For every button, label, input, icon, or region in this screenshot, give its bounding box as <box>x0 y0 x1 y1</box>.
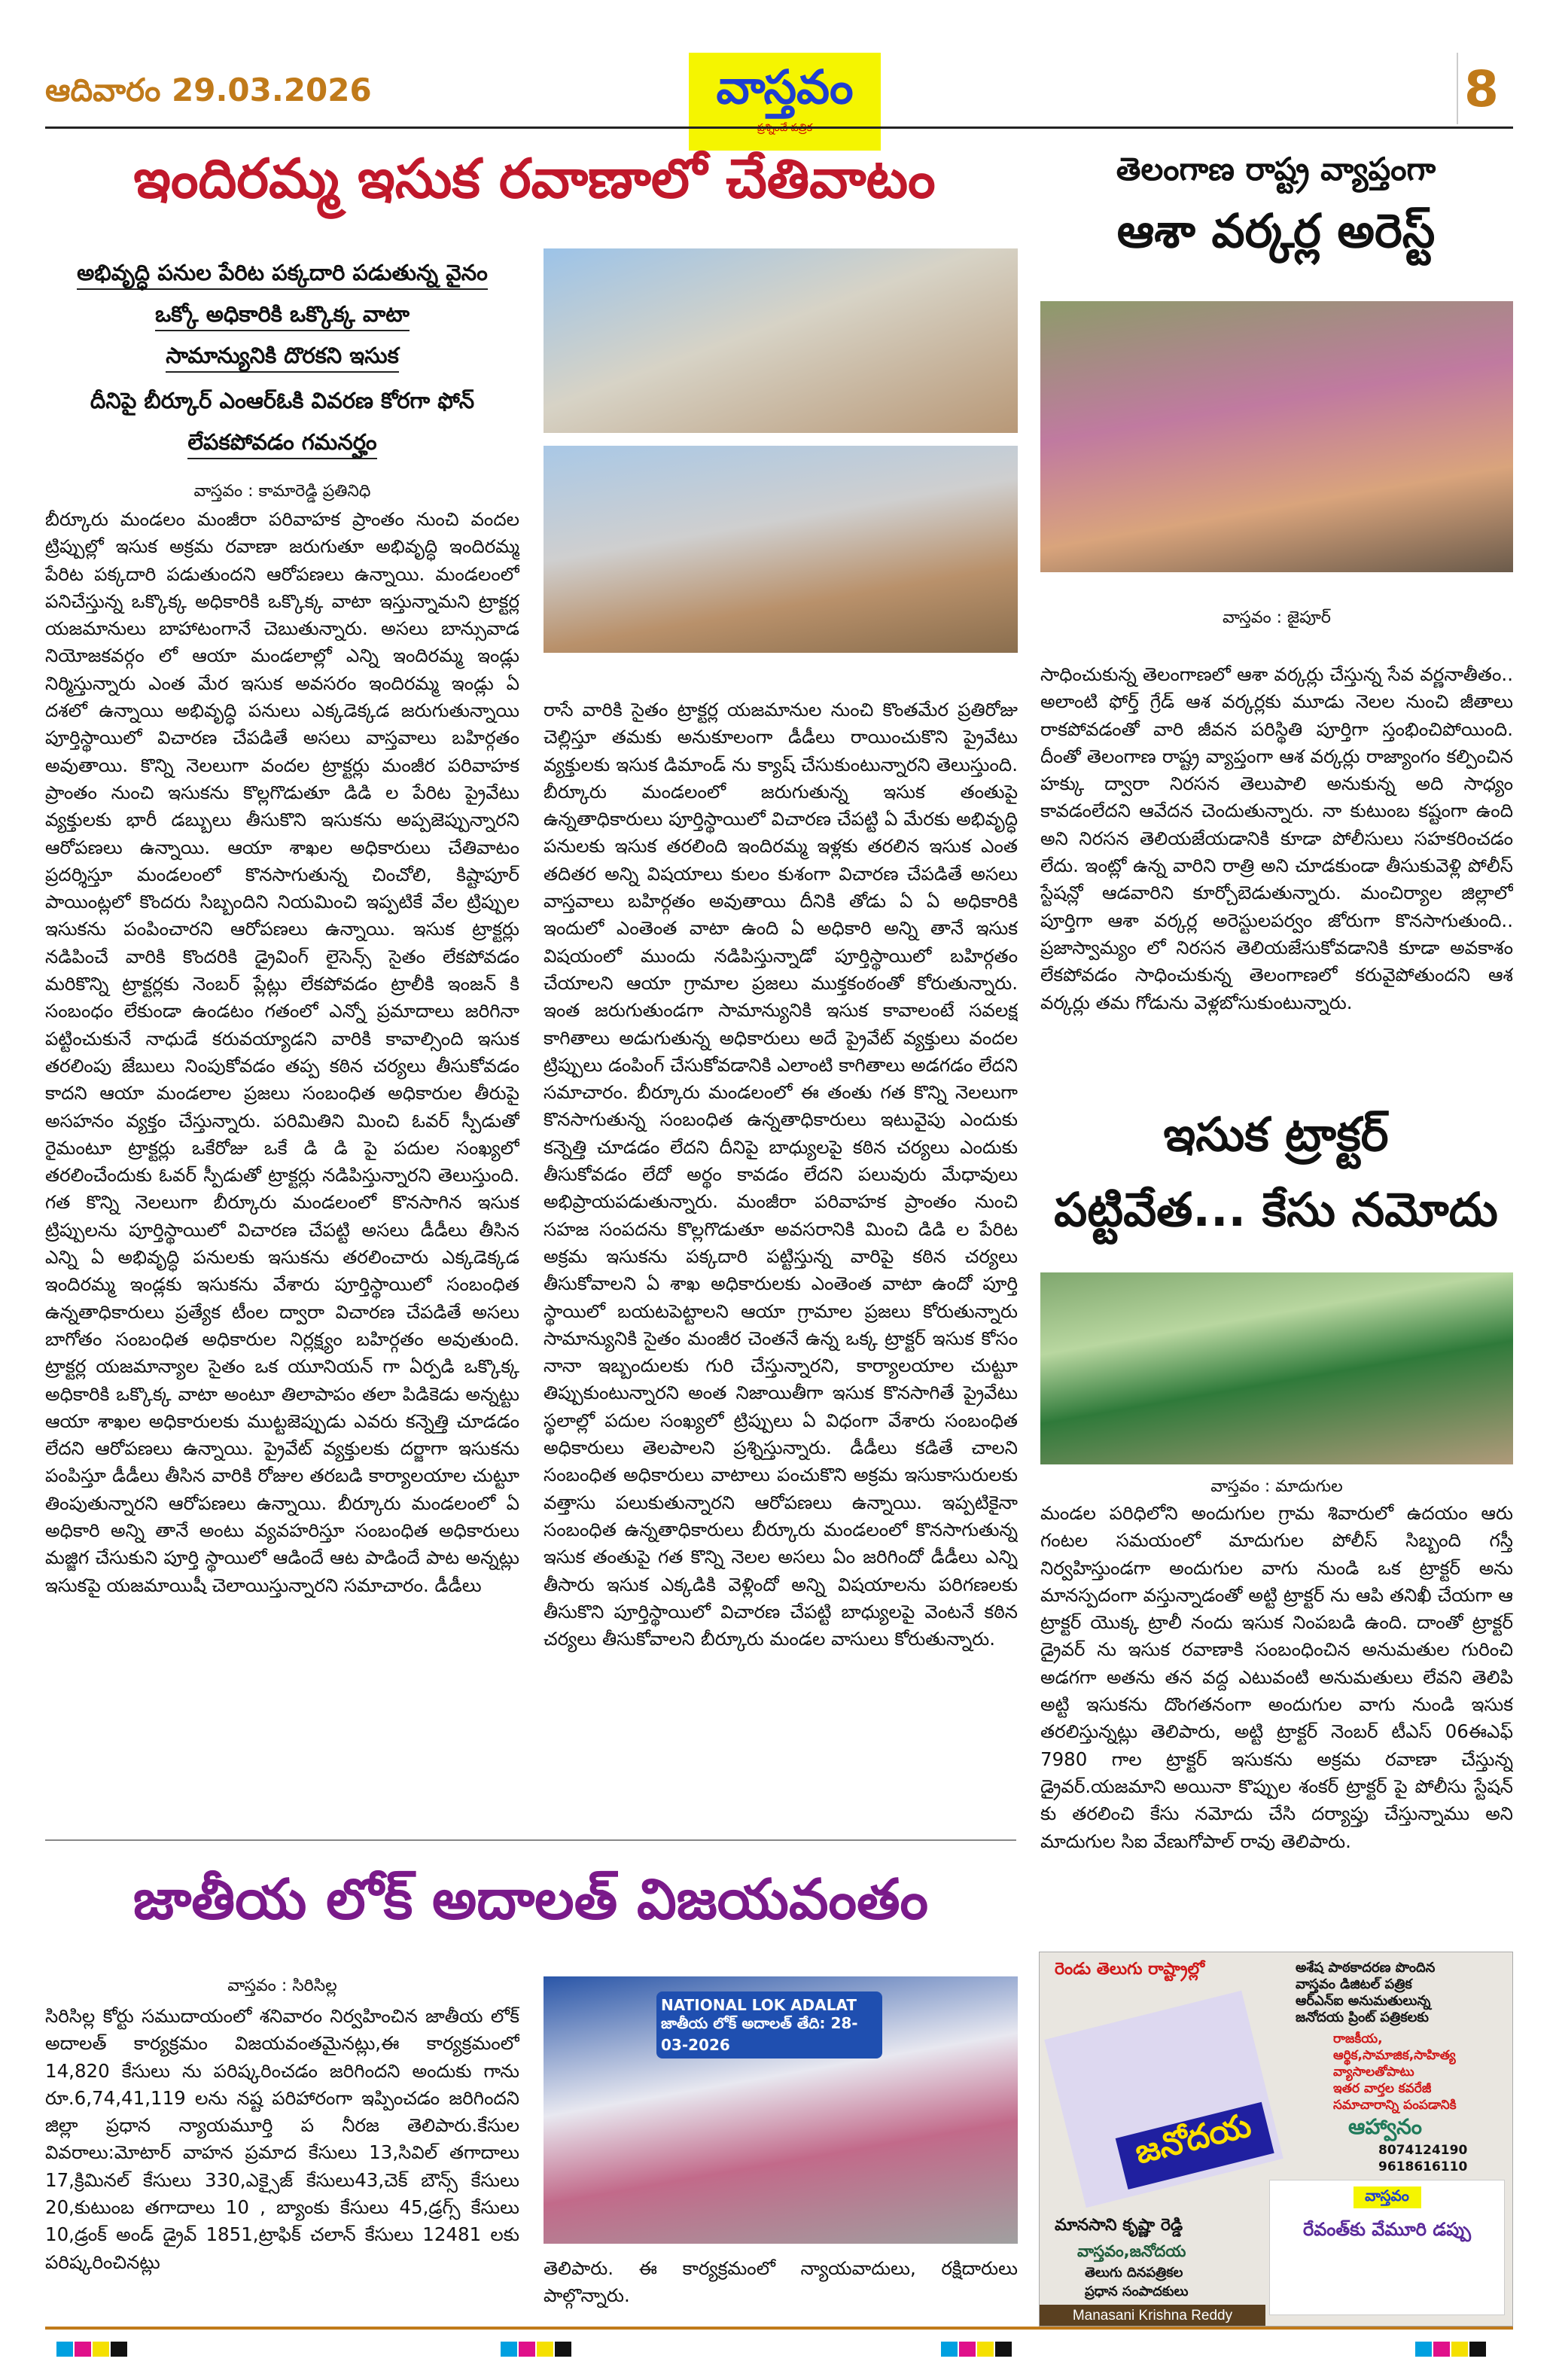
ad-line: ఆర్ఎన్ఐ అనుమతులున్న <box>1296 1993 1431 2009</box>
editor-name: మానసాని కృష్ణా రెడ్డి <box>1055 2216 1183 2235</box>
color-registration-bar <box>1415 2342 1487 2357</box>
story1-subhead <box>45 301 519 333</box>
logo-tagline <box>689 122 881 136</box>
lok-adalat-photo <box>544 1976 1018 2244</box>
story2-dateline: వాస్తవం : జైపూర్ <box>1223 608 1331 627</box>
story1-body-col2: రాసే వారికి సైతం ట్రాక్టర్ల యజమానుల నుంచి కొంతమేర ప్రతిరోజు చెల్లిస్తూ తమకు అనుకూలంగా డీడీలు రాయించుకొని ప్రైవేటు వ్యక్తులకు ఇసుక డిమాండ్ ను క్యాష్ చేసుకుంటున్నారని తెలుస్తుంది. బీర్కూరు మండలంలో జరుగుతున్న ఇసుక తంతుపై ఉన్నతాధికారులు పూర్తిస్థాయిలో విచారణ చేపట్టి ఏ మేరకు అభివృద్ధి పనులకు ఇసుక తరలింది ఇందిరమ్మ ఇళ్లకు తరలిన ఇసుక ఎంత తదితర అన్ని విషయాలు కులం కుశంగా విచారణ చేపడితే అసలు వాస్తవాలు బహిర్గతం అవుతాయి దీనికి తోడు ఏ ఏ అధికారికి ఇందులో ఎంతెంత వాటా ఉంది ఏ అధికారి అన్ని తానే ఇసుక విషయంలో ముందు నడిపిస్తున్నాడో పూర్తిస్థాయిలో బహిర్గతం చేయాలని ఆయా గ్రామాల ప్రజలు ముక్తకంఠంతో కోరుతున్నారు. ఇంత జరుగుతుండగా సామాన్యునికి ఇసుక కావాలంటే సవలక్ష కాగితాలు అడుగుతున్న అధికారులు అదే ప్రైవేట్ వ్యక్తులు వందల ట్రిప్పులు డంపింగ్ చేసుకోవడానికి ఎలాంటి కాగితాలు అడగడం లేదని సమాచారం. బీర్కూరు మండలంలో ఈ తంతు గత కొన్ని నెలలుగా కొనసాగుతున్న సంబంధిత ఉన్నతాధికారులు ఇటువైపు ఎందుకు కన్నెత్తి చూడడం లేదని దీనిపై బాధ్యులపై కఠిన చర్యలు ఎందుకు తీసుకోవడం లేదో అర్థం కావడం లేదని పలువురు మేధావులు అభిప్రాయపడుతున్నారు. మంజీరా పరివాహక ప్రాంతం నుంచి సహజ సంపదను కొల్లగొడుతూ అవసరానికి మించి డిడి ల పేరిట అక్రమ ఇసుకను పక్కదారి పట్టిస్తున్న వారిపై కఠిన చర్యలు తీసుకోవాలని ఏ శాఖ అధికారులకు ఎంతెంత వాటా ఉందో పూర్తి స్థాయిలో బయటపెట్టాలని ఆయా గ్రామాల ప్రజలు కోరుతున్నారు సామాన్యునికి సైతం మంజీర చెంతనే ఉన్న ఒక్క ట్రాక్టర్ ఇసుక కోసం నానా ఇబ్బందులకు గురి చేస్తున్నారని, కార్యాలయాల చుట్టూ తిప్పుకుంటున్నారని అంత నిజాయితీగా ఇసుక కొనసాగితే ప్రైవేటు స్థలాల్లో పదుల సంఖ్యలో ట్రిప్పులు ఏ విధంగా వేశారు సంబంధిత అధికారులు తెలపాలని ప్రశ్నిస్తున్నారు. డీడీలు కడితే చాలని సంబంధిత అధికారులు వాటాలు పంచుకొని అక్రమ ఇసుకాసురులకు వత్తాసు పలుకుతున్నారని ఆరోపణలు ఉన్నాయి. ఇప్పటికైనా సంబంధిత ఉన్నతాధికారులు బీర్కూరు మండలంలో కొనసాగుతున్న ఇసుక తంతుపై గత కొన్ని నెలల అసలు ఏం జరిగిందో డీడీలు ఎన్ని తీసారు ఇసుక ఎక్కడికి వెళ్లిందో అన్ని విషయాలను పరిగణలకు తీసుకొని పూర్తిస్థాయిలో విచారణ చేపట్టి బాధ్యులపై వెంటనే కఠిన చర్యలు తీసుకోవాలని బీర్కూరు మండల వాసులు కోరుతున్నారు. <box>544 699 1018 1650</box>
story4-headline: జాతీయ లోక్ అదాలత్ విజయవంతం <box>132 1867 929 1932</box>
tractor-seized-photo <box>1040 1272 1513 1464</box>
ad-line: అశేష పాఠకాదరణ పొందిన <box>1296 1960 1436 1976</box>
janodaya-logo: జనోదయ <box>1116 2102 1274 2190</box>
story2-body: సాధించుకున్న తెలంగాణలో ఆశా వర్కర్లు చేస్తున్న సేవ వర్ణనాతీతం.. అలాంటి ఫోర్త్ గ్రేడ్ ఆశ వర్కర్లకు మూడు నెలల నుంచి జీతాలు రాకపోవడంతో వారి జీవన పరిస్థితి పూర్తిగా స్తంభించిపోయింది. దీంతో తెలంగాణ రాష్ట్ర వ్యాప్తంగా ఆశ వర్కర్లు రాజ్యాంగం కల్పించిన హక్కు ద్వారా నిరసన తెలుపాలి అనుకున్న అది సాధ్యం కావడంలేదని ఆవేదన చెందుతున్నారు. నా కుటుంబ కష్టంగా ఉంది అని నిరసన తెలియజేయడానికి కూడా పోలీసులు సహకరించడం లేదు. ఇంట్లో ఉన్న వారిని రాత్రి అని చూడకుండా తీసుకువెళ్లి పోలీస్ స్టేషన్లో ఆడవారిని కూర్చోబెడుతున్నారు. మంచిర్యాల జిల్లాలో పూర్తిగా ఆశా వర్కర్ల అరెస్టులపర్వం జోరుగా కొనసాగుతుంది.. ప్రజాస్వామ్యం లో నిరసన తెలియజేసుకోవడానికి కూడా అవకాశం లేకపోవడం సాధించుకున్న తెలంగాణలో కరువైపోతుందని ఆశ వర్కర్లు తమ గోడును వెళ్లబోసుకుంటున్నారు. <box>1040 663 1513 1013</box>
newspaper-logo <box>689 53 881 151</box>
footer-rule <box>45 2327 1513 2330</box>
subhead-text: సామాన్యునికి దొరకని ఇసుక <box>166 343 398 373</box>
story1-subhead: దీనిపై బీర్కూర్ ఎంఆర్ఓకి వివరణ కోరగా ఫోన్ <box>90 388 475 413</box>
asha-workers-photo <box>1040 301 1513 572</box>
ad-red-lines <box>1333 2031 1457 2113</box>
ad-line: జనోదయ ప్రింట్ పత్రికలకు <box>1296 2010 1430 2025</box>
story3-headline-1: ఇసుక ట్రాక్టర్ <box>1163 1107 1389 1162</box>
ad-invite: ఆహ్వానం <box>1348 2114 1422 2139</box>
sand-pile-photo <box>544 446 1018 653</box>
header-rule <box>45 126 1513 129</box>
phone-number: 9618616110 <box>1378 2159 1468 2174</box>
section-rule <box>45 1839 1016 1841</box>
ad-line: ఇతర వార్తల కవరేజీ <box>1333 2081 1432 2096</box>
photo-banner: NATIONAL LOK ADALAT జాతీయ లోక్ అదాలత్ తేది: 28-03-2026 <box>656 1991 882 2059</box>
subhead-text: ఒక్కో అధికారికి ఒక్కొక్క వాటా <box>155 301 410 331</box>
story4-body: సిరిసిల్ల కోర్టు సముదాయంలో శనివారం నిర్వహించిన జాతీయ లోక్ అదాలత్ కార్యక్రమం విజయవంతమైనట్లు,ఈ కార్యక్రమంలో 14,820 కేసులు ను పరిష్కరించడం జరిగిందని అందుకు గాను రూ.6,74,41,119 లను నష్ట పరిహారంగా ఇప్పించడం జరిగిందని జిల్లా ప్రధాన న్యాయమూర్తి ప నీరజ తెలిపారు.కేసుల వివరాలు:మోటార్ వాహన ప్రమాద కేసులు 13,సివిల్ తగాదాలు 17,క్రిమినల్ కేసులు 330,ఎక్సైజ్ కేసులు43,చెక్ బౌన్స్ కేసులు 20,కుటుంబ తగాదాలు 10 , బ్యాంకు కేసులు 45,డ్రగ్స్ కేసులు 10,డ్రంక్ అండ్ డ్రైవ్ 1851,ట్రాఫిక్ చలాన్ కేసులు 12481 లకు పరిష్కరించినట్లు <box>45 2005 519 2273</box>
story1-subhead <box>45 429 519 461</box>
editor-name-english: Manasani Krishna Reddy <box>1040 2305 1265 2327</box>
ad-role1: తెలుగు దినపత్రికల <box>1085 2265 1183 2281</box>
inset-headline: రేవంత్‌కు వేమూరి డప్పు <box>1302 2219 1472 2240</box>
advertisement <box>1039 1952 1513 2327</box>
newspaper-collage <box>1044 1991 1283 2208</box>
story2-headline: ఆశా వర్కర్ల అరెస్ట్ <box>1116 203 1436 258</box>
color-registration-bar <box>941 2342 1013 2357</box>
ad-lines <box>1296 1960 1435 2026</box>
ad-line: ఆర్థిక,సామాజిక,సాహిత్య <box>1333 2048 1456 2063</box>
divider <box>1457 53 1458 124</box>
ad-line: సమాచారాన్ని పంపడానికి <box>1333 2098 1457 2113</box>
ad-phones <box>1378 2142 1467 2175</box>
subhead-text: లేపకపోవడం గమనర్హం <box>187 429 376 459</box>
phone-number: 8074124190 <box>1378 2143 1468 2158</box>
story4-dateline: వాస్తవం : సిరిసిల్ల <box>227 1976 337 1995</box>
story3-dateline: వాస్తవం : మాదుగుల <box>1210 1477 1343 1496</box>
subhead-text: అభివృద్ధి పనుల పేరిట పక్కదారి పడుతున్న వైనం <box>77 260 488 290</box>
story1-subhead <box>45 343 519 374</box>
story4-continued: తెలిపారు. ఈ కార్యక్రమంలో న్యాయవాదులు, రక్షిదారులు పాల్గొన్నారు. <box>544 2257 1018 2307</box>
story1-dateline: వాస్తవం : కామారెడ్డి ప్రతినిధి <box>193 482 371 501</box>
inset-newspaper <box>1269 2180 1505 2315</box>
logo-text: వాస్తవం <box>716 59 854 114</box>
edition-date: ఆదివారం 29.03.2026 <box>45 72 372 108</box>
color-registration-bar <box>56 2342 129 2357</box>
tractor-photo <box>544 248 1018 433</box>
story3-headline-2: పట్టివేత... కేసు నమోదు <box>1054 1182 1498 1237</box>
story3-body: మండల పరిధిలోని అందుగుల గ్రామ శివారులో ఉదయం ఆరు గంటల సమయంలో మాదుగుల పోలీస్ సిబ్బంది గస్తీ నిర్వహిస్తుండగా అందుగుల వాగు నుండి ఒక ట్రాక్టర్ అను మానస్పదంగా వస్తున్నాడంతో అట్టి ట్రాక్టర్ ను ఆపి తనిఖీ చేయగా ఆ ట్రాక్టర్ యొక్క ట్రాలీ నందు ఇసుక నింపబడి ఉంది. దాంతో ట్రాక్టర్ డ్రైవర్ ను ఇసుక రవాణాకి సంబంధించిన అనుమతుల గురించి అడగగా అతను తన వద్ద ఎటువంటి అనుమతులు లేవని తెలిపి అట్టి ఇసుకను దొంగతనంగా అందుగుల వాగు నుండి ఇసుక తరలిస్తున్నట్లు తెలిపారు, అట్టి ట్రాక్టర్ నెంబర్ టీఎస్ 06ఈఎఫ్ 7980 గాల ట్రాక్టర్ ఇసుకను అక్రమ రవాణా చేస్తున్న డ్రైవర్.యజమాని అయినా కొప్పుల శంకర్ ట్రాక్టర్ పై పోలీసు స్టేషన్ కు తరలించి కేసు నమోదు చేసి దర్యాప్తు చేస్తున్నాము అని మాదుగుల సిఐ వేణుగోపాల్ రావు తెలిపారు. <box>1040 1502 1513 1852</box>
ad-line: వ్యాసాలతోపాటు <box>1333 2065 1414 2080</box>
story1-subhead <box>45 260 519 291</box>
color-registration-bar <box>501 2342 573 2357</box>
story2-kicker: తెలంగాణ రాష్ట్ర వ్యాప్తంగా <box>1116 151 1436 187</box>
ad-role2: ప్రధాన సంపాదకులు <box>1085 2284 1189 2299</box>
page-number: 8 <box>1464 60 1499 118</box>
ad-line: రాజకీయ, <box>1333 2031 1383 2046</box>
ad-papers: వాస్తవం,జనోదయ <box>1077 2242 1186 2260</box>
story1-body-col1: బీర్కూరు మండలం మంజీరా పరివాహక ప్రాంతం నుంచి వందల ట్రిప్పుల్లో ఇసుక అక్రమ రవాణా జరుగుతూ అభివృద్ధి ఇందిరమ్మ పేరిట పక్కదారి పడుతుందని ఆరోపణలు ఉన్నాయి. మండలంలో పనిచేస్తున్న ఒక్కొక్క అధికారికి ఒక్కొక్క వాటా ఇస్తున్నామని ట్రాక్టర్ల యజమానులు బాహాటంగానే చెబుతున్నారు. అసలు బాన్సువాడ నియోజకవర్గం లో ఆయా మండలాల్లో ఎన్ని ఇందిరమ్మ ఇండ్లు నిర్మిస్తున్నారు ఎంత మేర ఇసుక అవసరం ఇందిరమ్మ ఇండ్లు ఏ దశలో ఉన్నాయి అభివృద్ధి పనులు ఎక్కడెక్కడ జరుగుతున్నాయి పూర్తిస్థాయిలో విచారణ చేపడితే అసలు వాస్తవాలు బహిర్గతం అవుతాయి. కొన్ని నెలలుగా వందల ట్రాక్టర్లు మంజీర పరివాహక ప్రాంతం నుంచి ఇసుకను కొల్లగొడుతూ డిడి ల పేరిట ప్రైవేటు వ్యక్తులకు భారీ డబ్బులు తీసుకొని ఇసుకను అప్పజెప్పున్నారని ఆరోపణలు ఉన్నాయి. ఆయా శాఖల అధికారులు చేతివాటం ప్రదర్శిస్తూ మండలంలో కొనసాగుతున్న చించోలి, కిష్టాపూర్ పాయింట్లలో కొందరు సిబ్బందిని నియమించి ఇప్పటికే వేల ట్రిప్పుల ఇసుకను పంపించారని ఆరోపణలు ఉన్నాయి. ఇసుక ట్రాక్టర్లు నడిపించే వారికి కొందరికి డ్రైవింగ్ లైసెన్స్ సైతం లేకపోవడం మరికొన్ని ట్రాక్టర్లకు నెంబర్ ప్లేట్లు లేకపోవడం ట్రాలీకి ఇంజన్ కి సంబంధం లేకుండా ఉండటం గతంలో ఎన్నో ప్రమాదాలు జరిగినా పట్టించుకునే నాధుడే కరువయ్యాడని వారికి కావాల్సింది ఇసుక తరలింపు జేబులు నింపుకోవడం తప్ప కఠిన చర్యలు తీసుకోవడం కాదని ఆయా మండలాల ప్రజలు సంబంధిత అధికారుల తీరుపై అసహనం వ్యక్తం చేస్తున్నారు. పరిమితిని మించి ఓవర్ స్పీడుతో రైమంటూ ట్రాక్టర్లు ఒకేరోజు ఒకే డి డి పై పదుల సంఖ్యలో తరలించేందుకు ఓవర్ స్పీడుతో ట్రాక్టర్లు నడిపిస్తున్నారని తెలుస్తుంది. గత కొన్ని నెలలుగా బీర్కూరు మండలంలో కొనసాగిన ఇసుక ట్రిప్పులను పూర్తిస్థాయిలో విచారణ చేపట్టి అసలు డీడీలు తీసిన ఎన్ని ఏ అభివృద్ధి పనులకు ఇసుకను తరలించారు ఎక్కడెక్కడ ఇందిరమ్మ ఇండ్లకు ఇసుకను వేశారు పూర్తిస్థాయిలో సంబంధిత ఉన్నతాధికారులు ప్రత్యేక టీంల ద్వారా విచారణ చేపడితే అసలు బాగోతం సంబంధిత అధికారుల నిర్లక్ష్యం బహిర్గతం అవుతుంది. ట్రాక్టర్ల యజమాన్యాల సైతం ఒక యూనియన్ గా ఏర్పడి ఒక్కొక్క అధికారికి ఒక్కొక్క వాటా అంటూ తిలాపాపం తలా పిడికెడు అన్నట్టు ఆయా శాఖల అధికారులకు ముట్టజెప్పుడు ఎవరు కన్నెత్తి చూడడం లేదని ఆరోపణలు ఉన్నాయి. ప్రైవేట్ వ్యక్తులకు దర్జాగా ఇసుకను పంపిస్తూ డీడీలు తీసిన వారికి రోజుల తరబడి కార్యాలయాల చుట్టూ తింపుతున్నారని ఆరోపణలు ఉన్నాయి. బీర్కూరు మండలంలో ఏ అధికారి అన్ని తానే అంటు వ్యవహరిస్తూ సంబంధిత అధికారులు మజ్జిగ చేసుకుని పూర్తి స్థాయిలో ఆడిందే ఆట పాడిందే పాట అన్నట్లు ఇసుకపై యజమాయిషీ చెలాయిస్తున్నారని సమాచారం. డీడీలు <box>45 508 519 1596</box>
story1-headline: ఇందిరమ్మ ఇసుక రవాణాలో చేతివాటం <box>133 147 936 210</box>
inset-logo: వాస్తవం <box>1354 2186 1421 2208</box>
ad-line: వాస్తవం డిజిటల్ పత్రిక <box>1296 1976 1412 1992</box>
ad-line-red: రెండు తెలుగు రాష్ట్రాల్లో <box>1055 1960 1205 1979</box>
